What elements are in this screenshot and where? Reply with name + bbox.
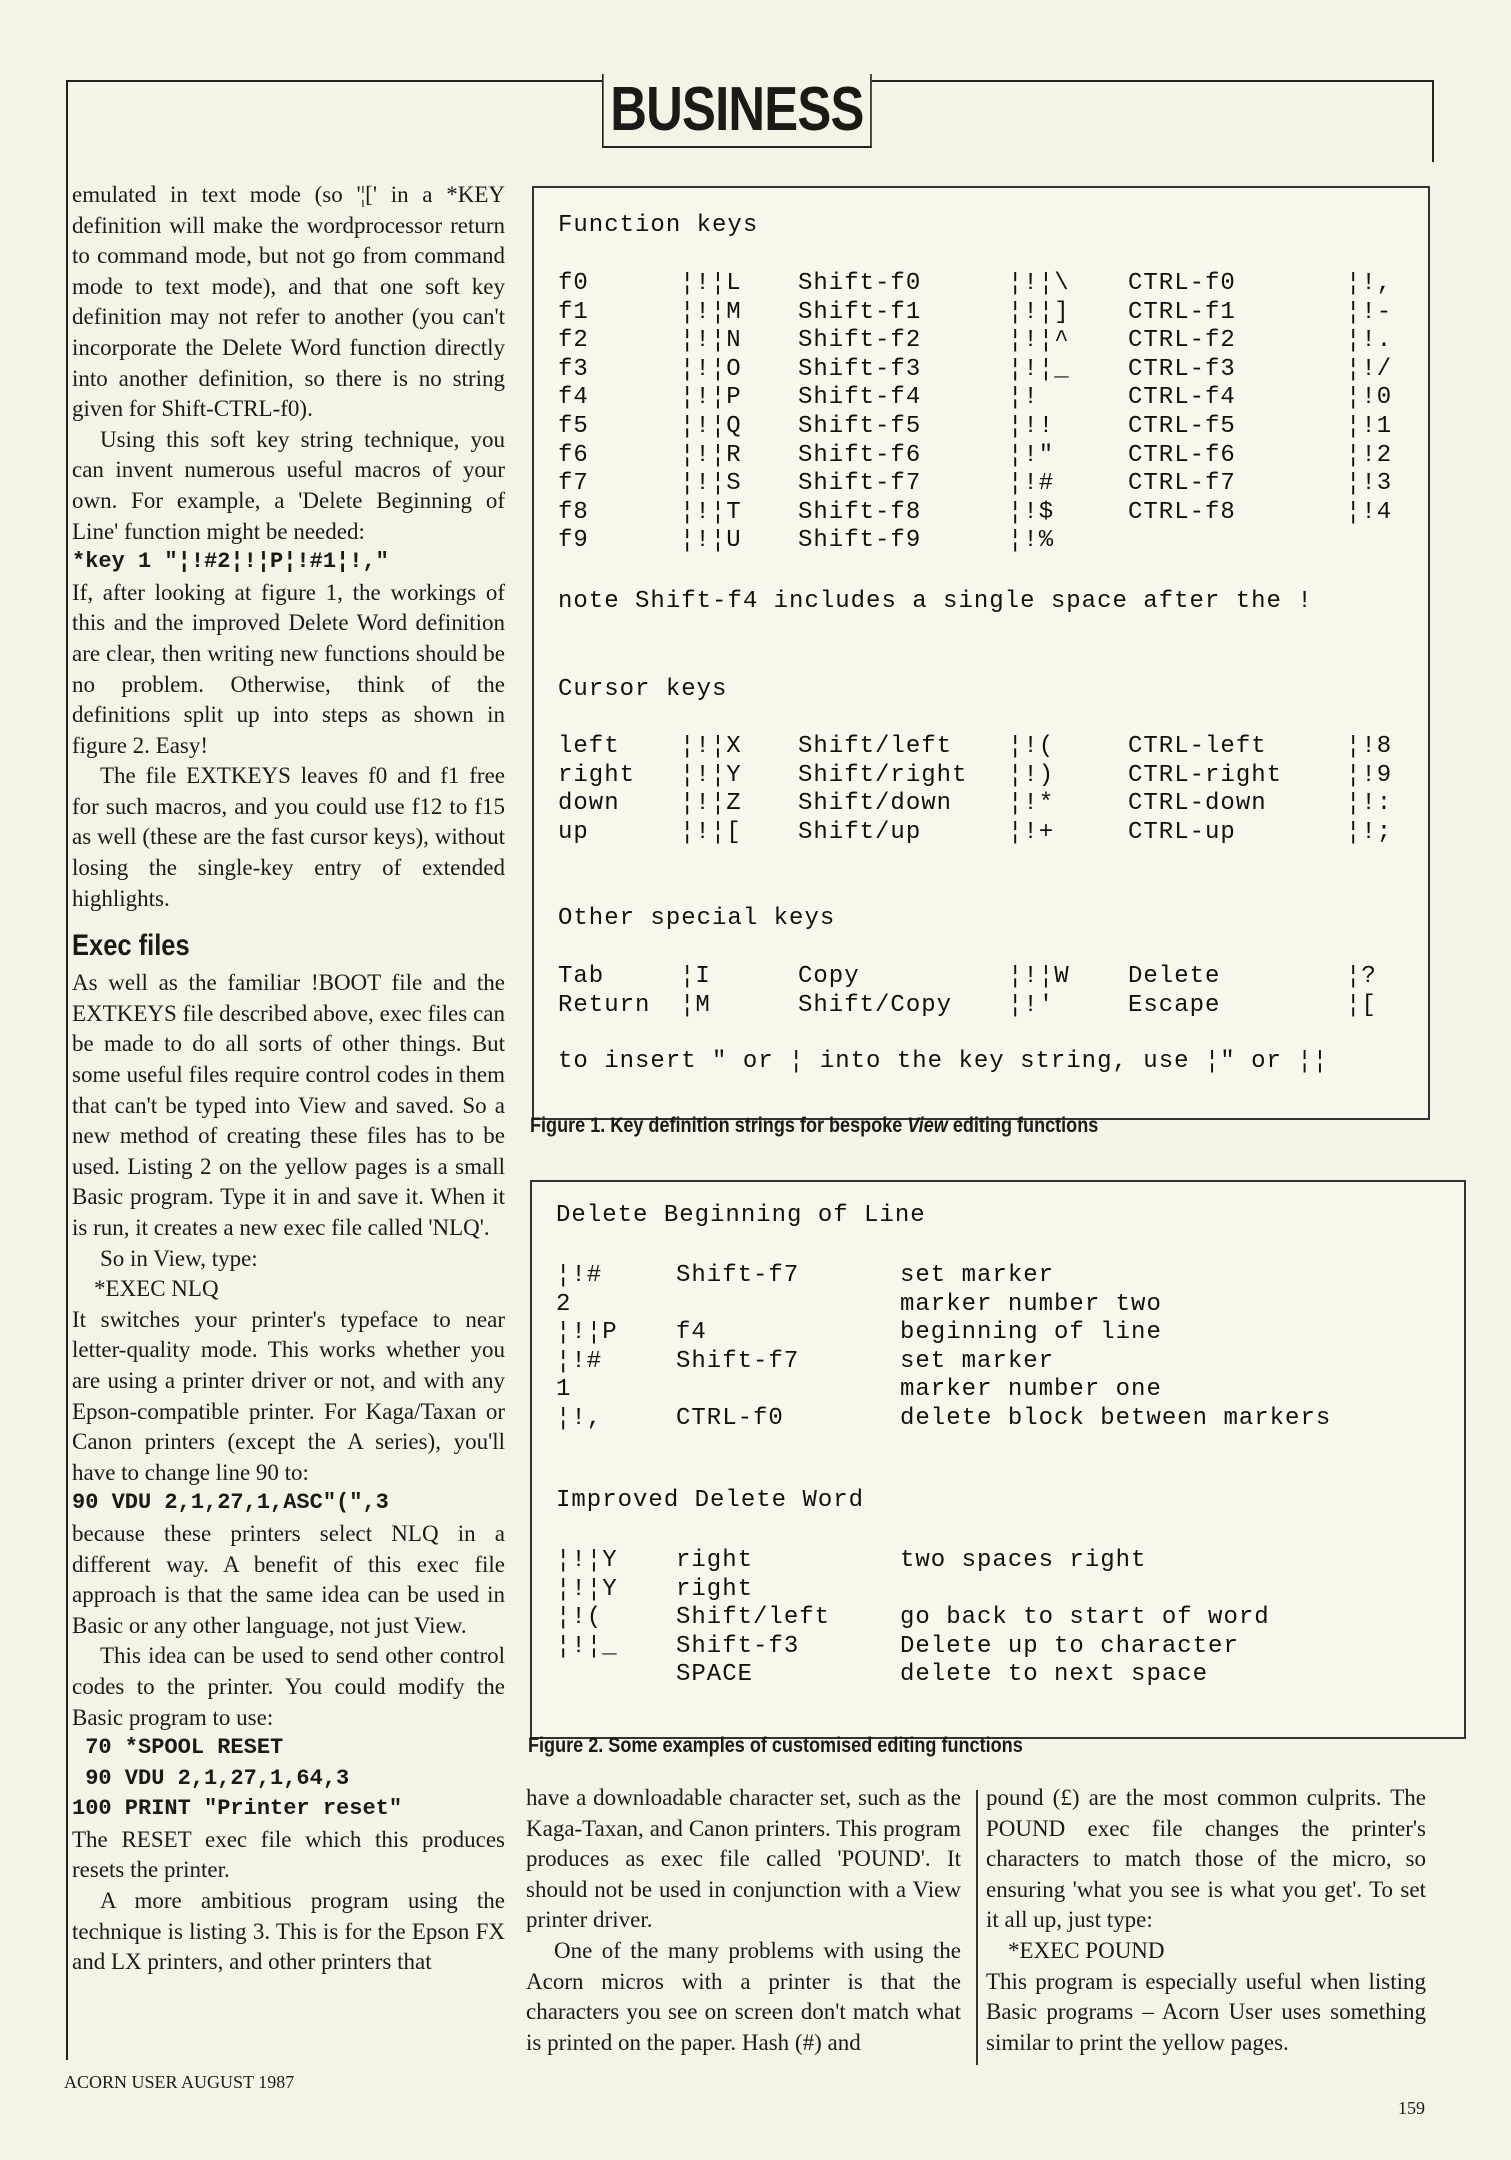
table-cell: marker number two xyxy=(900,1290,1162,1318)
table-cell: ¦!¦S xyxy=(680,470,742,498)
table-cell: Shift-f9 xyxy=(798,527,922,555)
table-cell: ¦!¦T xyxy=(680,498,742,526)
table-cell: set marker xyxy=(900,1347,1055,1375)
insert-note: to insert " or ¦ into the key string, use ¦" or ¦¦ xyxy=(558,1048,1329,1075)
table-cell: ¦! xyxy=(1008,384,1055,412)
table-cell: right xyxy=(676,1547,754,1574)
code-line: 100 PRINT "Printer reset" xyxy=(72,1796,403,1822)
column-1 xyxy=(72,180,505,1978)
table-cell: Shift-f1 xyxy=(798,298,922,326)
table-cell: 1 xyxy=(556,1376,572,1404)
table-cell: go back to start of word xyxy=(900,1604,1270,1632)
column-3 xyxy=(986,1783,1426,2058)
table-cell: ¦!¦Q xyxy=(680,413,742,440)
code-line: 70 *SPOOL RESET xyxy=(72,1735,284,1761)
paragraph: have a downloadable character set, such as the Kaga-Taxan, and Canon printers. This program produces as exec file called 'POUND'. It should not be used in conjunction with a View printer driver. xyxy=(526,1785,961,1933)
table-cell: right xyxy=(676,1575,754,1603)
table-cell: down xyxy=(558,790,620,818)
figure-2-caption: Figure 2. Some examples of customised editing functions xyxy=(528,1734,1023,1757)
table-cell: ¦!¦N xyxy=(680,327,742,355)
table-cell: ¦!3 xyxy=(1346,470,1393,498)
table-cell: f8 xyxy=(558,498,589,526)
table-cell: Shift/right xyxy=(798,761,968,789)
paragraph: A more ambitious program using the technique is listing 3. This is for the Epson FX and LX printers, and other printers that xyxy=(72,1888,505,1975)
table-cell: Shift-f8 xyxy=(798,498,922,526)
table-cell: CTRL-f6 xyxy=(1128,441,1236,469)
table-cell: ¦!¦_ xyxy=(556,1632,618,1660)
table-cell: CTRL-f2 xyxy=(1128,327,1236,355)
table-cell: ¦!¦Y xyxy=(556,1575,618,1603)
table-cell: ¦!9 xyxy=(1346,761,1393,789)
table-cell: CTRL-up xyxy=(1128,818,1236,846)
table-cell: ¦!¦R xyxy=(680,441,742,469)
table-cell: ¦!¦U xyxy=(680,527,742,555)
table-cell: CTRL-f4 xyxy=(1128,384,1236,412)
table-cell: ¦!, xyxy=(556,1405,603,1432)
table-cell: ¦!) xyxy=(1008,761,1055,789)
table-cell: ¦!¦P xyxy=(680,384,742,412)
table-cell: delete to next space xyxy=(900,1661,1209,1689)
table-cell: CTRL-f1 xyxy=(1128,298,1236,326)
table-cell: Shift-f6 xyxy=(798,441,922,469)
table-cell: Shift-f0 xyxy=(798,270,922,297)
table-cell: Shift-f7 xyxy=(798,470,922,498)
table-cell: ¦!¦W xyxy=(1008,963,1070,990)
table-cell: ¦!2 xyxy=(1346,441,1393,469)
paragraph: The file EXTKEYS leaves f0 and f1 free for such macros, and you could use f12 to f15 as well (these are the fast cursor keys), without losing the single-key entry of extended highlights. xyxy=(72,763,505,911)
section-heading: Exec files xyxy=(72,929,190,963)
table-cell: ¦!+ xyxy=(1008,818,1055,846)
cursor-keys-title: Cursor keys xyxy=(558,676,728,703)
table-cell: ¦!% xyxy=(1008,527,1055,555)
table-cell: CTRL-f0 xyxy=(1128,270,1236,297)
table-cell: CTRL-left xyxy=(1128,733,1267,760)
table-cell: Shift/up xyxy=(798,818,922,846)
code-line: 90 VDU 2,1,27,1,64,3 xyxy=(72,1765,350,1791)
paragraph: emulated in text mode (so '¦[' in a *KEY definition will make the wordprocessor return to command mode, but not go from command mode to text mode), and that one soft key definition may not refer to another (you can't incorporate the Delete Word function directly into another definition, so there is no string given for Shift-CTRL-f0). xyxy=(72,182,505,422)
delete-beginning-title: Delete Beginning of Line xyxy=(556,1202,926,1229)
table-cell: left xyxy=(558,733,620,760)
table-cell: CTRL-f5 xyxy=(1128,413,1236,440)
column-2 xyxy=(526,1783,961,2058)
table-cell: Shift-f7 xyxy=(676,1347,800,1375)
code-line: 90 VDU 2,1,27,1,ASC"(",3 xyxy=(72,1490,389,1516)
table-cell: f1 xyxy=(558,298,589,326)
table-cell: Delete up to character xyxy=(900,1632,1239,1660)
table-cell: CTRL-f7 xyxy=(1128,470,1236,498)
figure-1-box xyxy=(532,186,1430,1120)
paragraph: If, after looking at figure 1, the workings of this and the improved Delete Word definition are clear, then writing new functions should be no problem. Otherwise, think of the definitions split up into steps as shown in figure 2. Easy! xyxy=(72,579,505,758)
section-label: BUSINESS xyxy=(602,74,872,148)
table-cell: CTRL-right xyxy=(1128,761,1283,789)
table-cell: SPACE xyxy=(676,1661,754,1689)
column-rule-left xyxy=(66,80,68,2060)
table-cell: ¦!¦M xyxy=(680,298,742,326)
paragraph: because these printers select NLQ in a different way. A benefit of this exec file approach is that the same idea can be used in Basic or any other language, not just View. xyxy=(72,1520,505,1638)
table-cell: ¦!¦\ xyxy=(1008,270,1070,297)
table-cell: two spaces right xyxy=(900,1547,1147,1574)
table-cell: ¦!¦^ xyxy=(1008,327,1070,355)
table-cell: Escape xyxy=(1128,991,1221,1019)
other-keys-title: Other special keys xyxy=(558,905,836,932)
table-cell: ¦!0 xyxy=(1346,384,1393,412)
paragraph: One of the many problems with using the Acorn micros with a printer is that the characters you see on screen don't match what is printed on the paper. Hash (#) and xyxy=(526,1937,961,2055)
table-cell: set marker xyxy=(900,1262,1055,1289)
table-cell: ¦!* xyxy=(1008,790,1055,818)
table-cell: ¦!( xyxy=(556,1604,603,1632)
table-cell: ¦!¦X xyxy=(680,733,742,760)
table-cell: ¦!: xyxy=(1346,790,1393,818)
table-cell: ¦!¦Y xyxy=(556,1547,618,1574)
paragraph: The RESET exec file which this produces resets the printer. xyxy=(72,1826,505,1883)
figure-1-note: note Shift-f4 includes a single space after the ! xyxy=(558,588,1313,615)
table-cell: ¦!1 xyxy=(1346,413,1393,440)
table-cell: f4 xyxy=(676,1319,707,1347)
table-cell: CTRL-down xyxy=(1128,790,1267,818)
table-cell: Shift/Copy xyxy=(798,991,953,1019)
table-cell: right xyxy=(558,761,636,789)
table-cell: beginning of line xyxy=(900,1319,1162,1347)
table-cell: ¦!¦] xyxy=(1008,298,1070,326)
table-cell: ¦!# xyxy=(1008,470,1055,498)
table-cell: ¦!$ xyxy=(1008,498,1055,526)
table-cell: Shift/down xyxy=(798,790,953,818)
paragraph: As well as the familiar !BOOT file and the EXTKEYS file described above, exec files can be made to do all sorts of other things. But some useful files require control codes in them that can't be typed into View and saved. So a new method of creating these files has to be used. Listing 2 on the yellow pages is a small Basic program. Type it in and save it. When it is run, it creates a new exec file called 'NLQ'. xyxy=(72,970,505,1240)
figure-1-title: Function keys xyxy=(558,212,759,239)
figure-1-caption: Figure 1. Key definition strings for bespoke View editing functions xyxy=(530,1114,1099,1137)
table-cell: Shift-f2 xyxy=(798,327,922,355)
table-cell: CTRL-f0 xyxy=(676,1405,784,1432)
table-cell: Tab xyxy=(558,963,605,990)
table-cell: ¦!! xyxy=(1008,413,1055,440)
table-cell: ¦!/ xyxy=(1346,355,1393,383)
table-cell: up xyxy=(558,818,589,846)
table-cell: ¦!¦_ xyxy=(1008,355,1070,383)
table-cell: ¦!¦P xyxy=(556,1319,618,1347)
table-cell: 2 xyxy=(556,1290,572,1318)
table-cell: ¦M xyxy=(680,991,711,1019)
table-cell: ¦!¦Z xyxy=(680,790,742,818)
command-line: *EXEC POUND xyxy=(1008,1937,1165,1963)
table-cell: Shift-f3 xyxy=(798,355,922,383)
delete-word-title: Improved Delete Word xyxy=(556,1487,865,1514)
paragraph: It switches your printer's typeface to near letter-quality mode. This works whether you are using a printer driver or not, and with any Epson-compatible printer. For Kaga/Taxan or Canon printers (except the A series), you'll have to change line 90 to: xyxy=(72,1306,505,1485)
table-cell: ¦!" xyxy=(1008,441,1055,469)
table-cell: f3 xyxy=(558,355,589,383)
table-cell: ¦!# xyxy=(556,1347,603,1375)
table-cell: ¦I xyxy=(680,963,711,990)
column-rule xyxy=(976,1790,978,2065)
table-cell: ¦!¦O xyxy=(680,355,742,383)
table-cell: ¦!# xyxy=(556,1262,603,1289)
paragraph: This idea can be used to send other control codes to the printer. You could modify the Basic program to use: xyxy=(72,1643,505,1730)
table-cell: Shift-f5 xyxy=(798,413,922,440)
table-cell: Shift/left xyxy=(798,733,953,760)
table-cell: f2 xyxy=(558,327,589,355)
table-cell: ¦!; xyxy=(1346,818,1393,846)
figure-2-box xyxy=(530,1180,1466,1739)
table-cell: ¦!¦Y xyxy=(680,761,742,789)
header-rule-right xyxy=(1432,80,1434,162)
paragraph: Using this soft key string technique, you can invent numerous useful macros of your own. For example, a 'Delete Beginning of Line' function might be needed: xyxy=(72,426,505,544)
table-cell: ¦!8 xyxy=(1346,733,1393,760)
table-cell: ¦!' xyxy=(1008,991,1055,1019)
command-line: *EXEC NLQ xyxy=(94,1276,219,1302)
table-cell: CTRL-f3 xyxy=(1128,355,1236,383)
table-cell: Return xyxy=(558,991,651,1019)
table-cell: f5 xyxy=(558,413,589,440)
table-cell: ¦[ xyxy=(1346,991,1377,1019)
table-cell: f7 xyxy=(558,470,589,498)
table-cell: ¦!. xyxy=(1346,327,1393,355)
table-cell: CTRL-f8 xyxy=(1128,498,1236,526)
table-cell: Shift-f3 xyxy=(676,1632,800,1660)
table-cell: ¦!¦L xyxy=(680,270,742,297)
table-cell: Shift-f4 xyxy=(798,384,922,412)
code-line: *key 1 "¦!#2¦!¦P¦!#1¦!," xyxy=(72,549,389,575)
table-cell: ¦!( xyxy=(1008,733,1055,760)
table-cell: f0 xyxy=(558,270,589,297)
table-cell: delete block between markers xyxy=(900,1405,1332,1432)
table-cell: marker number one xyxy=(900,1376,1162,1404)
table-cell: ¦!¦[ xyxy=(680,818,742,846)
table-cell: Copy xyxy=(798,963,860,990)
paragraph: This program is especially useful when listing Basic programs – Acorn User uses something similar to print the yellow pages. xyxy=(986,1968,1426,2055)
table-cell: ¦? xyxy=(1346,963,1377,990)
table-cell: ¦!, xyxy=(1346,270,1393,297)
table-cell: f4 xyxy=(558,384,589,412)
table-cell: f6 xyxy=(558,441,589,469)
paragraph: pound (£) are the most common culprits. The POUND exec file changes the printer's characters to match those of the micro, so ensuring 'what you see is what you get'. To set it all up, just type: xyxy=(986,1785,1426,1933)
page-number: 159 xyxy=(1398,2098,1425,2118)
table-cell: ¦!- xyxy=(1346,298,1393,326)
table-cell: Shift/left xyxy=(676,1604,831,1632)
table-cell: ¦!4 xyxy=(1346,498,1393,526)
footer-magazine: ACORN USER AUGUST 1987 xyxy=(64,2072,295,2092)
table-cell: Delete xyxy=(1128,963,1221,990)
table-cell: f9 xyxy=(558,527,589,555)
paragraph: So in View, type: xyxy=(100,1245,258,1271)
table-cell: Shift-f7 xyxy=(676,1262,800,1289)
